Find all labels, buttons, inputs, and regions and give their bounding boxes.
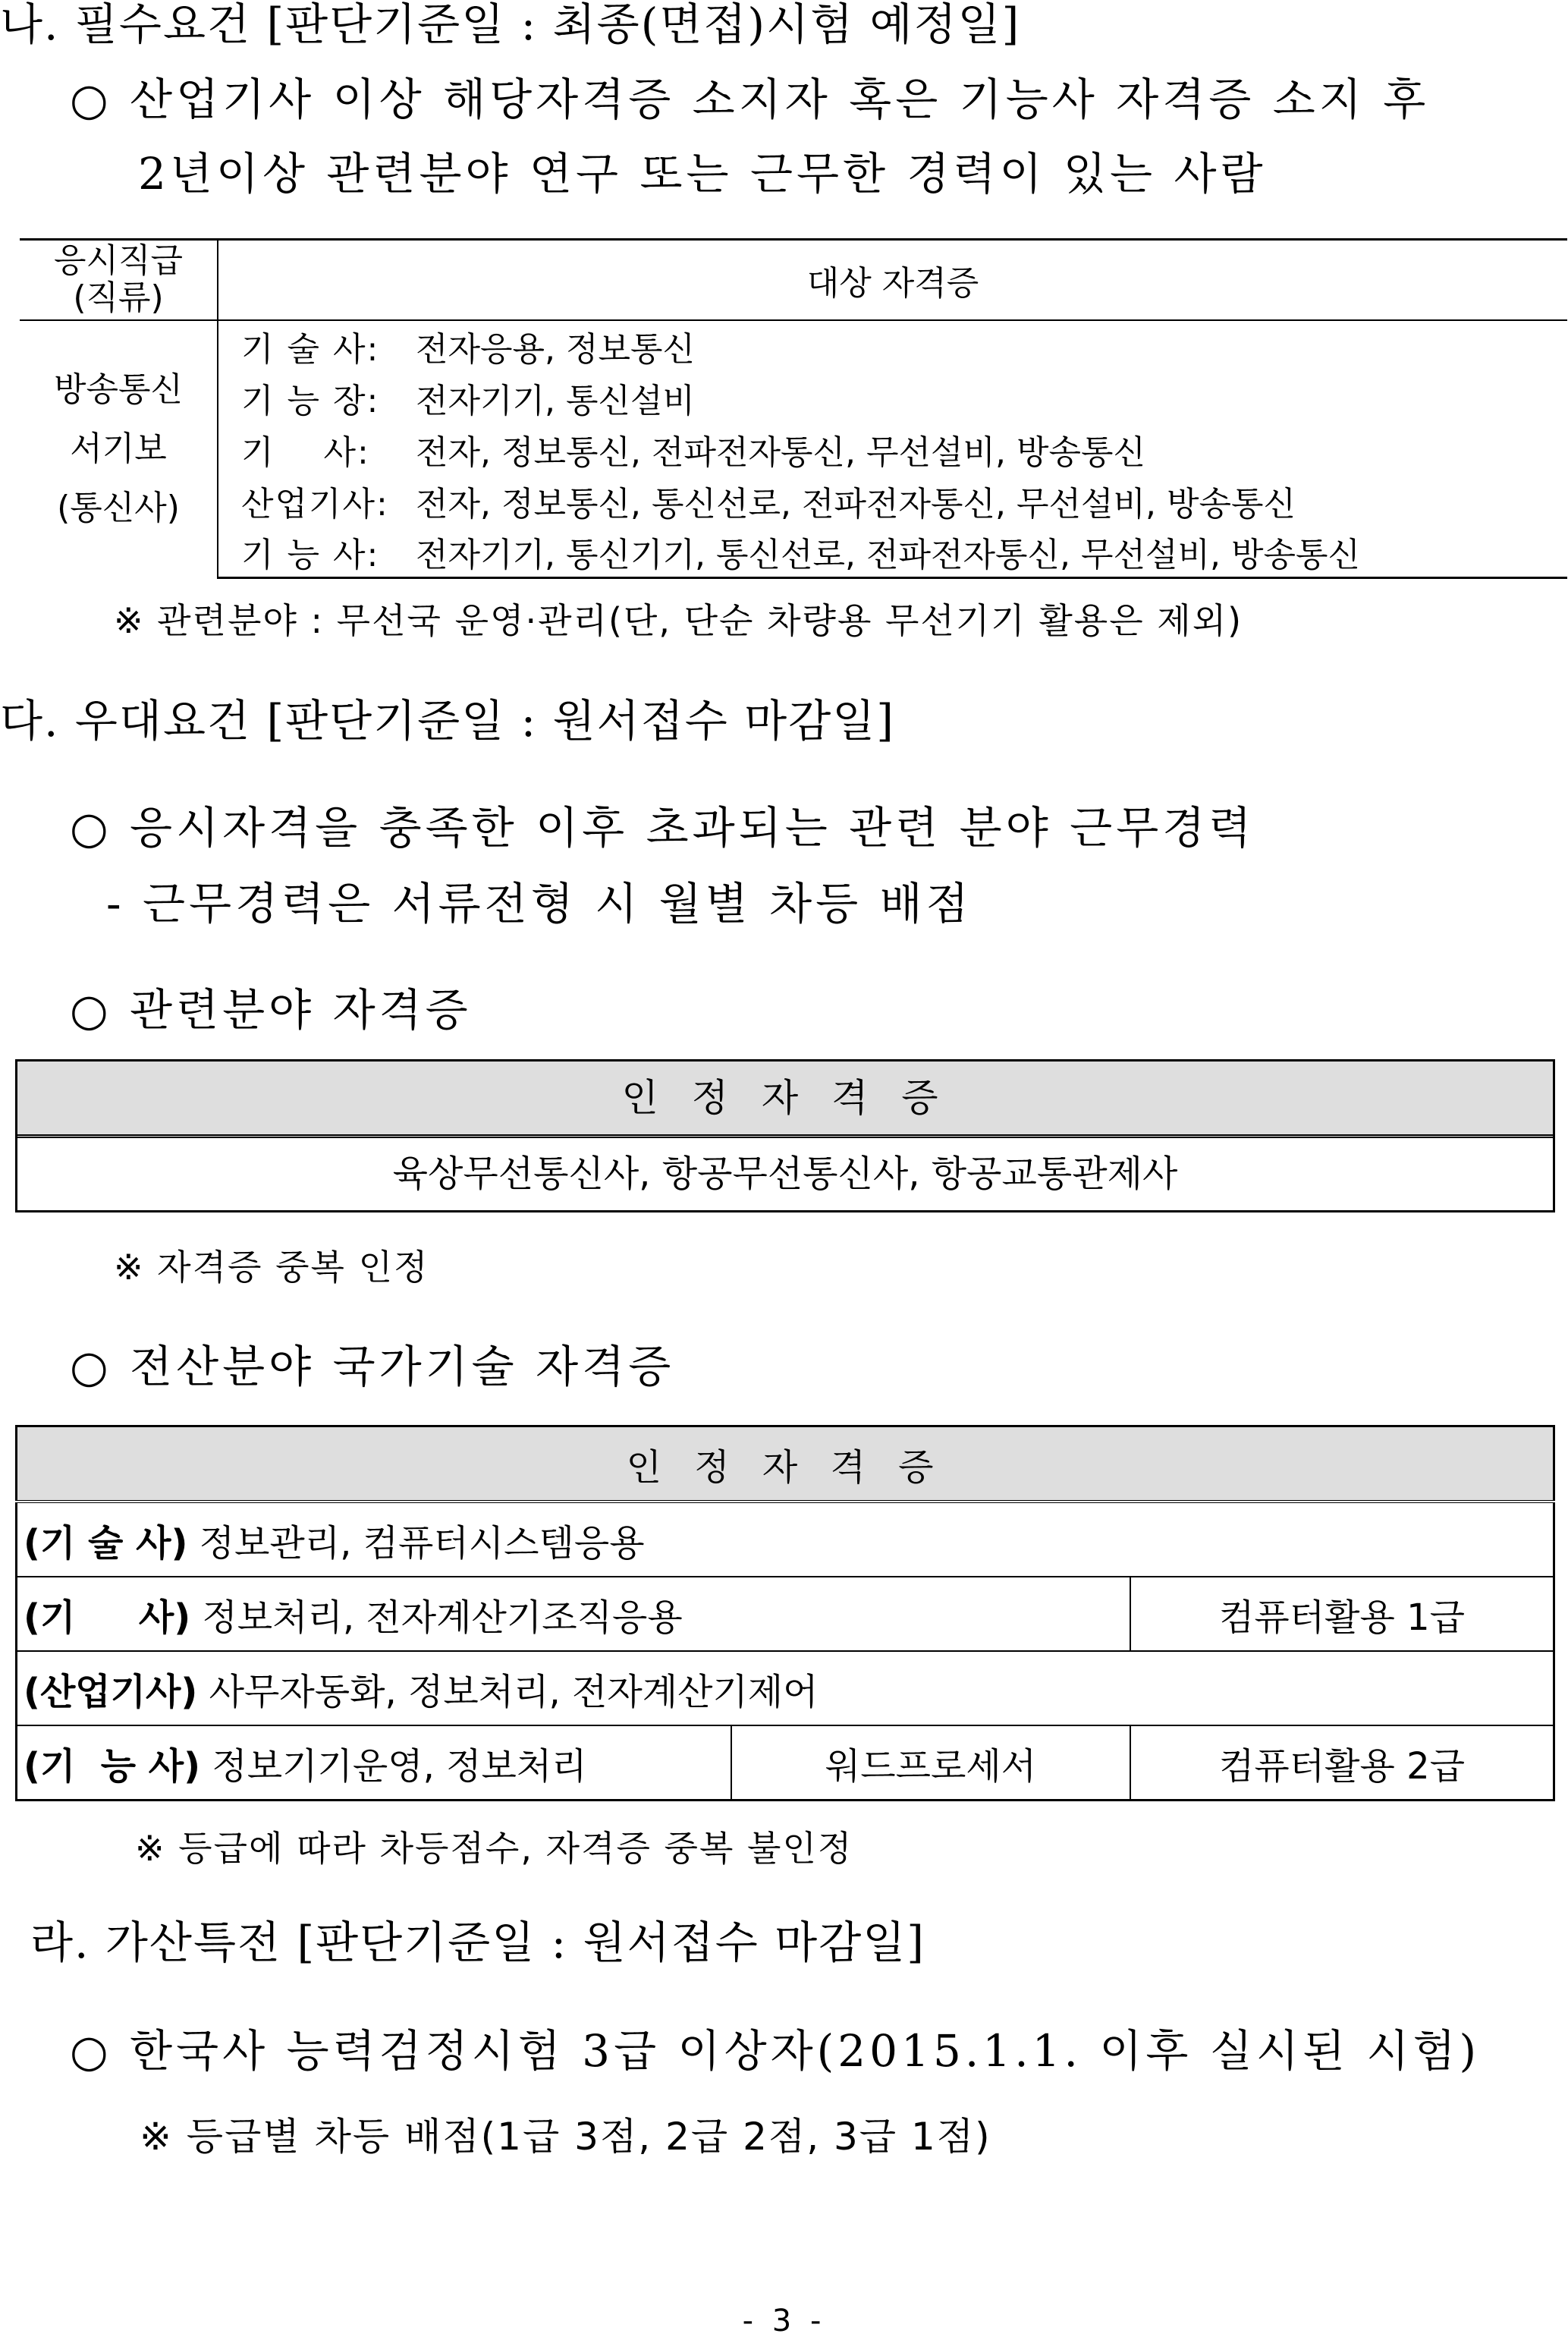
section-da-note1: ※ 자격증 중복 인정 bbox=[114, 1247, 429, 1288]
grade-line2: 서기보 bbox=[70, 429, 167, 468]
row-value: 전자, 정보통신, 통신선로, 전파전자통신, 무선설비, 방송통신 bbox=[416, 484, 1296, 524]
box1-header: 인 정 자 격 증 bbox=[17, 1061, 1553, 1138]
table-row bbox=[17, 1651, 1554, 1725]
table-header-certificates: 대상 자격증 bbox=[218, 240, 1567, 320]
row-value: 전자응용, 정보통신 bbox=[416, 330, 696, 369]
table-header-grade bbox=[20, 240, 218, 320]
row-value: 정보관리, 컴퓨터시스템응용 bbox=[199, 1521, 645, 1565]
row-extra: 컴퓨터활용 2급 bbox=[1130, 1725, 1554, 1801]
row-category: (기 사) bbox=[24, 1596, 191, 1639]
section-da-bullet1-sub: - 근무경력은 서류전형 시 월별 차등 배점 bbox=[106, 878, 973, 929]
row-category: (산업기사) bbox=[24, 1670, 198, 1713]
row-value: 정보처리, 전자계산기조직응용 bbox=[202, 1596, 683, 1639]
it-certificates-table bbox=[15, 1425, 1555, 1801]
row-label: 기 사: bbox=[241, 432, 370, 472]
row-value: 전자, 정보통신, 전파전자통신, 무선설비, 방송통신 bbox=[416, 432, 1145, 472]
table-row bbox=[218, 527, 1567, 578]
section-da-bullet1: ○ 응시자격을 충족한 이후 초과되는 관련 분야 근무경력 bbox=[70, 802, 1255, 854]
table2-header: 인 정 자 격 증 bbox=[17, 1426, 1554, 1502]
header-grade-line2: (직류) bbox=[73, 278, 164, 317]
row-label: 산업기사: bbox=[241, 484, 389, 524]
section-ra-bullet: ○ 한국사 능력검정시험 3급 이상자(2015.1.1. 이후 실시된 시험) bbox=[70, 2025, 1481, 2077]
row-value: 전자기기, 통신기기, 통신선로, 전파전자통신, 무선설비, 방송통신 bbox=[416, 535, 1360, 574]
required-certificates-table bbox=[20, 238, 1567, 579]
box1-content: 육상무선통신사, 항공무선통신사, 항공교통관제사 bbox=[392, 1153, 1178, 1195]
row-value: 정보기기운영, 정보처리 bbox=[212, 1744, 587, 1788]
header-grade-line1: 응시직급 bbox=[53, 241, 183, 281]
section-da-note2: ※ 등급에 따라 차등점수, 자격증 중복 불인정 bbox=[135, 1828, 853, 1869]
table-row bbox=[218, 423, 1567, 475]
row-label: 기 능 장: bbox=[241, 381, 380, 420]
row-value: 전자기기, 통신설비 bbox=[416, 381, 696, 420]
recognized-certificates-box bbox=[15, 1059, 1555, 1212]
table-row bbox=[218, 372, 1567, 423]
row-mid: 워드프로세서 bbox=[731, 1725, 1130, 1801]
table-row bbox=[17, 1502, 1554, 1577]
table-row bbox=[218, 320, 1567, 372]
section-ra-title: 라. 가산특전 [판단기준일 : 원서접수 마감일] bbox=[30, 1917, 925, 1968]
section-na-bullet-line1: ○ 산업기사 이상 해당자격증 소지자 혹은 기능사 자격증 소지 후 bbox=[70, 74, 1430, 125]
row-label: 기 능 사: bbox=[241, 535, 380, 574]
table-row bbox=[17, 1577, 1131, 1651]
section-da-bullet2: ○ 관련분야 자격증 bbox=[70, 984, 472, 1036]
section-na-bullet-line2: 2년이상 관련분야 연구 또는 근무한 경력이 있는 사람 bbox=[138, 148, 1267, 200]
section-ra-note: ※ 등급별 차등 배점(1급 3점, 2급 2점, 3급 1점) bbox=[140, 2115, 991, 2159]
row-category: (기 능 사) bbox=[24, 1744, 201, 1788]
grade-line1: 방송통신 bbox=[53, 370, 183, 409]
row-label: 기 술 사: bbox=[241, 330, 380, 369]
table-grade-cell bbox=[20, 320, 218, 578]
row-category: (기 술 사) bbox=[24, 1521, 188, 1565]
section-na-title: 나. 필수요건 [판단기준일 : 최종(면접)시험 예정일] bbox=[0, 0, 1021, 50]
page-number: - 3 - bbox=[742, 2304, 826, 2338]
table-row bbox=[218, 475, 1567, 527]
grade-line3: (통신사) bbox=[57, 489, 180, 527]
section-da-title: 다. 우대요건 [판단기준일 : 원서접수 마감일] bbox=[0, 695, 895, 747]
section-da-bullet3: ○ 전산분야 국가기술 자격증 bbox=[70, 1341, 675, 1392]
section-na-note: ※ 관련분야 : 무선국 운영·관리(단, 단순 차량용 무선기기 활용은 제외) bbox=[114, 600, 1243, 641]
table-row bbox=[17, 1725, 732, 1801]
row-extra: 컴퓨터활용 1급 bbox=[1130, 1577, 1554, 1651]
row-value: 사무자동화, 정보처리, 전자계산기제어 bbox=[209, 1670, 819, 1713]
